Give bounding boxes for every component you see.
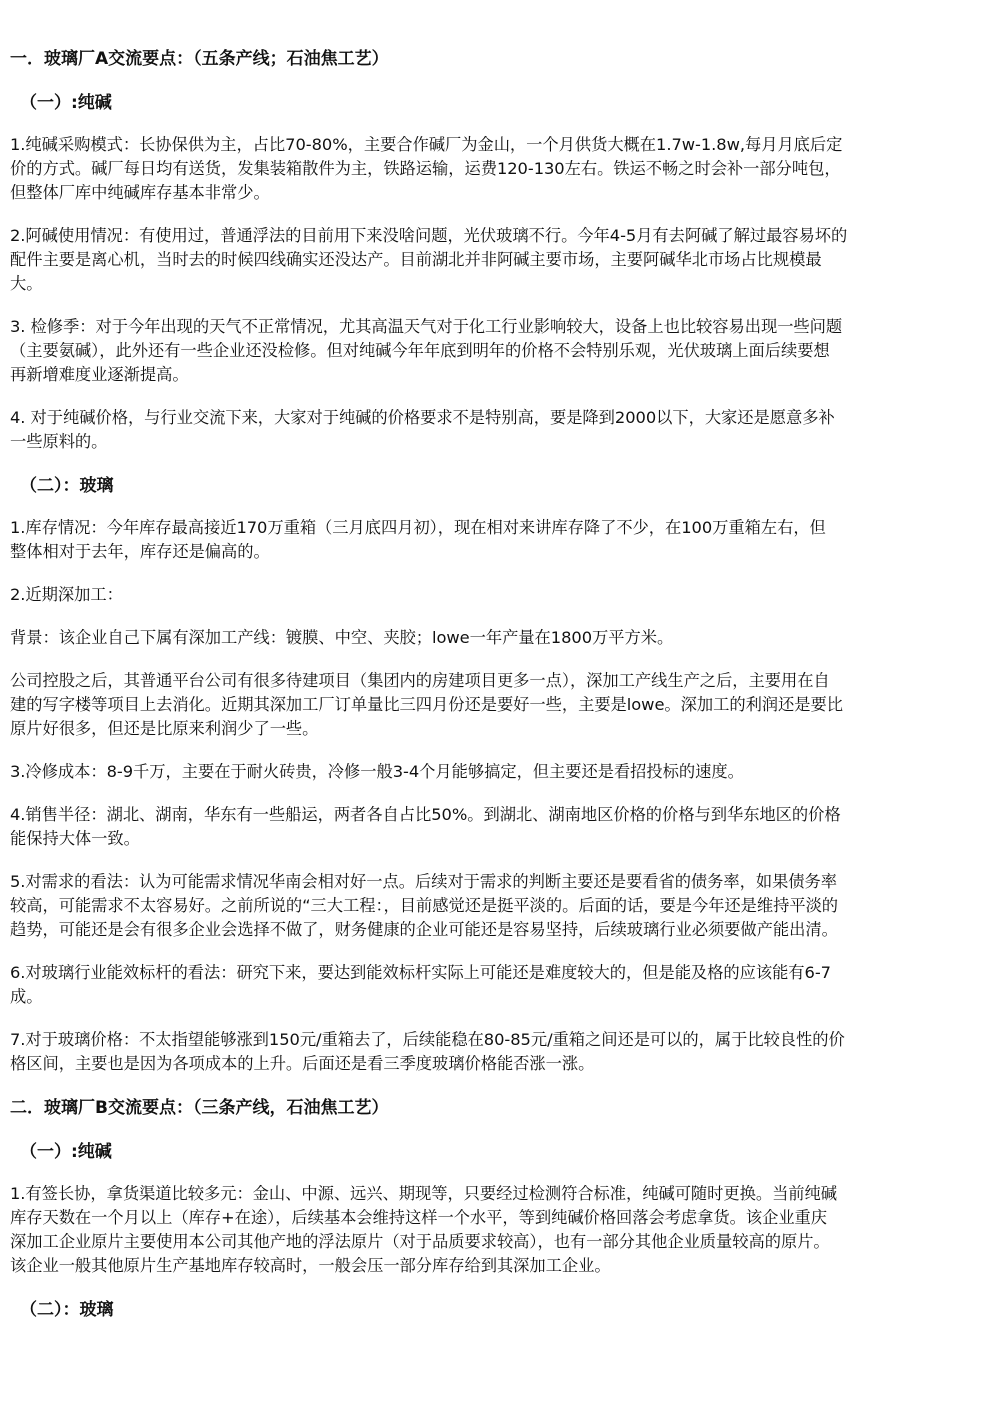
paragraph-line: 格区间，主要也是因为各项成本的上升。后面还是看三季度玻璃价格能否涨一涨。 <box>10 1054 595 1073</box>
paragraph <box>10 315 980 387</box>
paragraph-line: 1.纯碱采购模式：长协保供为主，占比70-80%，主要合作碱厂为金山，一个月供货大概在1.7w-1.8w,每月月底后定 <box>10 135 843 154</box>
paragraph-line: 库存天数在一个月以上（库存+在途），后续基本会维持这样一个水平，等到纯碱价格回落会考虑拿货。该企业重庆 <box>10 1208 828 1227</box>
paragraph-line: 大。 <box>10 274 43 293</box>
paragraph <box>10 1028 980 1076</box>
paragraph-line: 再新增难度业逐渐提高。 <box>10 365 189 384</box>
paragraph-line: 配件主要是离心机，当时去的时候四线确实还没达产。目前湖北并非阿碱主要市场，主要阿碱华北市场占比规模最 <box>10 250 822 269</box>
paragraph <box>10 516 980 564</box>
paragraph <box>10 1182 980 1278</box>
paragraph <box>10 803 980 851</box>
paragraph-line: 较高，可能需求不太容易好。之前所说的“三大工程：，目前感觉还是挺平淡的。后面的话，要是今年还是维持平淡的 <box>10 896 839 915</box>
paragraph-line: 2.阿碱使用情况：有使用过，普通浮法的目前用下来没啥问题，光伏玻璃不行。今年4-5月有去阿碱了解过最容易坏的 <box>10 226 848 245</box>
paragraph-line: 7.对于玻璃价格：不太指望能够涨到150元/重箱去了，后续能稳在80-85元/重箱之间还是可以的，属于比较良性的价 <box>10 1030 845 1049</box>
paragraph-line: 背景：该企业自己下属有深加工产线：镀膜、中空、夹胶；lowe一年产量在1800万平方米。 <box>10 628 674 647</box>
paragraph <box>10 669 980 741</box>
paragraph-line: 3.冷修成本：8-9千万，主要在于耐火砖贵，冷修一般3-4个月能够搞定，但主要还是看招投标的速度。 <box>10 762 744 781</box>
paragraph <box>10 870 980 942</box>
paragraph <box>10 406 980 454</box>
paragraph-line: 建的写字楼等项目上去消化。近期其深加工厂订单量比三四月份还是要好一些，主要是lowe。深加工的利润还是要比 <box>10 695 843 714</box>
paragraph-line: 价的方式。碱厂每日均有送货，发集装箱散件为主，铁路运输，运费120-130左右。铁运不畅之时会补一部分吨包， <box>10 159 841 178</box>
paragraph-line: （主要氨碱），此外还有一些企业还没检修。但对纯碱今年年底到明年的价格不会特别乐观，光伏玻璃上面后续要想 <box>10 341 830 360</box>
paragraph-line: 但整体厂库中纯碱库存基本非常少。 <box>10 183 270 202</box>
paragraph <box>10 224 980 296</box>
section-title: 一．玻璃厂A交流要点：（五条产线；石油焦工艺） <box>10 49 389 69</box>
paragraph-line: 3. 检修季：对于今年出现的天气不正常情况，尤其高温天气对于化工行业影响较大，设备上也比较容易出现一些问题 <box>10 317 843 336</box>
paragraph-line: 趋势，可能还是会有很多企业会选择不做了，财务健康的企业可能还是容易坚持，后续玻璃行业必须要做产能出清。 <box>10 920 838 939</box>
paragraph <box>10 626 980 650</box>
paragraph <box>10 133 980 205</box>
paragraph-line: 深加工企业原片主要使用本公司其他产地的浮法原片（对于品质要求较高），也有一部分其他企业质量较高的原片。 <box>10 1232 830 1251</box>
paragraph <box>10 583 980 607</box>
document-page <box>10 46 980 1340</box>
paragraph <box>10 961 980 1009</box>
paragraph-line: 1.有签长协，拿货渠道比较多元：金山、中源、远兴、期现等，只要经过检测符合标准，纯碱可随时更换。当前纯碱 <box>10 1184 838 1203</box>
section-title: 二．玻璃厂B交流要点：（三条产线，石油焦工艺） <box>10 1098 389 1118</box>
paragraph-line: 原片好很多，但还是比原来利润少了一些。 <box>10 719 319 738</box>
paragraph-line: 6.对玻璃行业能效标杆的看法：研究下来，要达到能效标杆实际上可能还是难度较大的，但是能及格的应该能有6-7 <box>10 963 831 982</box>
subsection-title: （一）:纯碱 <box>20 1142 112 1162</box>
subsection-title: （二）：玻璃 <box>20 1300 114 1320</box>
paragraph-line: 能保持大体一致。 <box>10 829 140 848</box>
paragraph-line: 该企业一般其他原片生产基地库存较高时，一般会压一部分库存给到其深加工企业。 <box>10 1256 611 1275</box>
paragraph-line: 整体相对于去年，库存还是偏高的。 <box>10 542 270 561</box>
paragraph-line: 4.销售半径：湖北、湖南，华东有一些船运，两者各自占比50%。到湖北、湖南地区价格的价格与到华东地区的价格 <box>10 805 841 824</box>
paragraph-line: 2.近期深加工： <box>10 585 123 604</box>
paragraph-line: 1.库存情况：今年库存最高接近170万重箱（三月底四月初），现在相对来讲库存降了不少，在100万重箱左右，但 <box>10 518 826 537</box>
paragraph-line: 公司控股之后，其普通平台公司有很多待建项目（集团内的房建项目更多一点），深加工产线生产之后，主要用在自 <box>10 671 830 690</box>
subsection-title: （二）：玻璃 <box>20 476 114 496</box>
paragraph <box>10 760 980 784</box>
paragraph-line: 5.对需求的看法：认为可能需求情况华南会相对好一点。后续对于需求的判断主要还是要看省的债务率，如果债务率 <box>10 872 838 891</box>
paragraph-line: 一些原料的。 <box>10 432 108 451</box>
paragraph-line: 4. 对于纯碱价格，与行业交流下来，大家对于纯碱的价格要求不是特别高，要是降到2000以下，大家还是愿意多补 <box>10 408 835 427</box>
paragraph-line: 成。 <box>10 987 43 1006</box>
subsection-title: （一）:纯碱 <box>20 93 112 113</box>
